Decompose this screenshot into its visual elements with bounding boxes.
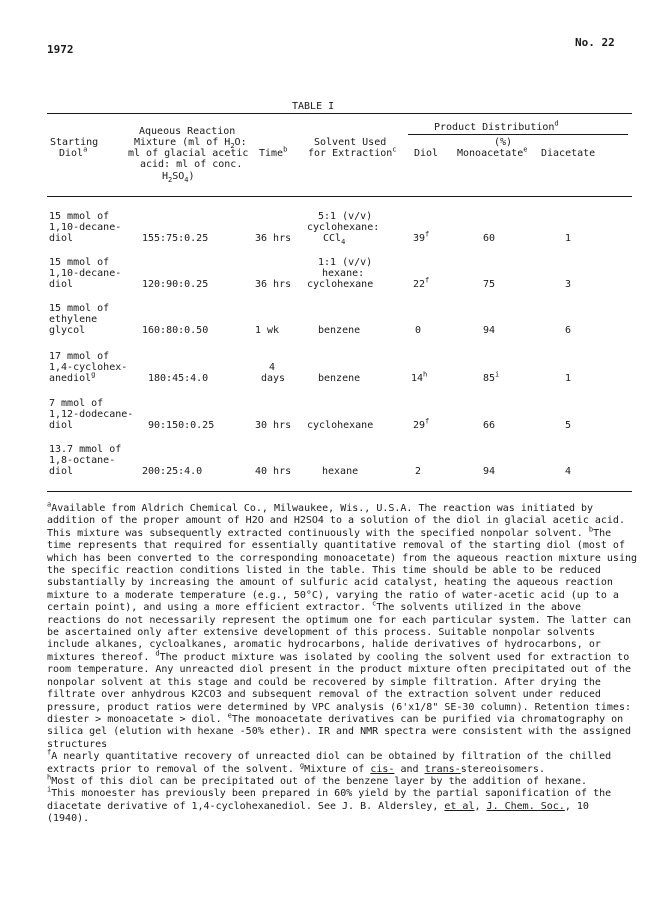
row6-solvent: hexane [322,466,359,477]
row6-mixture: 200:25:4.0 [142,466,203,477]
row4-di-pct: 1 [565,373,572,384]
table-top-rule [47,113,632,114]
row1-diol-1: 15 mmol of [49,211,110,222]
row5-mixture: 90:150:0.25 [148,420,215,431]
header-monoacetate: Monoacetate$^e$ [457,145,528,159]
row1-di-pct: 1 [565,233,572,244]
row3-diol-pct: 0 [415,325,422,336]
row3-solvent: benzene [318,325,361,336]
row3-diol-1: 15 mmol of [49,303,110,314]
row6-diol-1: 13.7 mmol of [49,444,122,455]
row4-time-1: 4 [269,362,276,373]
row2-solvent-2: hexane: [322,268,365,279]
row1-mono-pct: 60 [483,233,496,244]
footnote-h: $^h$Most of this diol can be precipitated out of the benzene layer by the addition of hexane. [47,773,588,787]
row1-mixture: 155:75:0.25 [142,233,209,244]
table-title: TABLE I [292,101,335,112]
row5-diol-pct: 29$^f$ [413,417,430,431]
row5-diol-2: 1,12-dodecane- [49,409,134,420]
row6-diol-3: diol [49,466,74,477]
row5-solvent: cyclohexane [307,420,374,431]
row2-diol-pct: 22$^f$ [413,276,430,290]
table-bottom-rule [47,491,632,492]
row2-mono-pct: 75 [483,279,496,290]
issue-number: No. 22 [575,36,615,49]
footnote-i: $^i$This monoester has previously been prepared in 60% yield by the partial saponification of the diacetate derivative of 1,4-cyclohexanediol. See J. B. Aldersley, et al, J. Chem. Soc., 10 (1940). [47,786,612,825]
row5-diol-1: 7 mmol of [49,398,104,409]
row2-di-pct: 3 [565,279,572,290]
row1-diol-2: 1,10-decane- [49,222,122,233]
header-reaction-4: acid: ml of conc. [140,159,243,170]
row1-time: 36 hrs [255,233,292,244]
row5-mono-pct: 66 [483,420,496,431]
header-solvent-1: Solvent Used [314,137,387,148]
header-reaction-2: Mixture (ml of $H_2O$: [134,137,247,150]
row5-di-pct: 5 [565,420,572,431]
row6-time: 40 hrs [255,466,292,477]
header-diacetate: Diacetate [541,148,596,159]
row4-solvent: benzene [318,373,361,384]
row1-solvent-3: CCl$_4$ [323,233,346,246]
row1-diol-3: diol [49,233,74,244]
row4-mono-pct: 85$^i$ [483,370,500,384]
row4-mixture: 180:45:4.0 [148,373,209,384]
header-time: Time$^b$ [259,145,288,159]
row4-diol-1: 17 mmol of [49,351,110,362]
row4-diol-2: 1,4-cyclohex- [49,362,128,373]
row2-diol-2: 1,10-decane- [49,268,122,279]
row3-diol-3: glycol [49,325,86,336]
row5-diol-3: diol [49,420,74,431]
row2-solvent-1: 1:1 (v/v) [318,257,373,268]
row1-solvent-2: cyclohexane: [307,222,380,233]
header-reaction-1: Aqueous Reaction [139,126,236,137]
header-starting: Starting [50,137,99,148]
row1-diol-pct: 39$^f$ [413,230,430,244]
header-percent: (%) [494,137,513,148]
row3-di-pct: 6 [565,325,572,336]
row3-diol-2: ethylene [49,314,98,325]
page-year: 1972 [47,43,74,56]
row2-diol-3: diol [49,279,74,290]
header-bottom-rule [47,196,632,197]
row3-mono-pct: 94 [483,325,496,336]
footnote-a: $^a$Available from Aldrich Chemical Co., Milwaukee, Wis., U.S.A. The reaction was initiated by addition of the proper amount of H2O and H2SO4 to a solution of the diol in glacial acetic acid. This mixture was subsequently extracted continuously with the specified nonpolar solvent. $^b$The time represents that required for essentially quantitative removal of the starting diol (most of which has been converted to the corresponding monoacetate) from the aqueous reaction mixture using the specific reaction conditions listed in the table. This time should be able to be reduced substantially by increasing the amount of sulfuric acid catalyst, heating the aqueous reaction mixture to a moderate temperature (e.g., 50°C), varying the ratio of water-acetic acid (up to a certain point), and using a more efficient extractor. $^c$The solvents utilized in the above reactions do not necessarily represent the optimum one for each particular system. The latter can be ascertained only after extensive development of this process. Suitable nonpolar solvents include alkanes, cycloalkanes, aromatic hydrocarbons, halide derivatives of hydrocarbons, or mixtures thereof. $^d$The product mixture was isolated by cooling the solvent used for extraction to room temperature. Any unreacted diol present in the product mixture often precipitated out of the nonpolar solvent at this stage and could be recovered by simple filtration. After drying the filtrate over anhydrous K2CO3 and subsequent removal of the extraction solvent under reduced pressure, product ratios were determined by VPC analysis (6'x1/8" SE-30 column). Retention times: diester > monoacetate > diol. $^e$The monoacetate derivatives can be purified via chromatography on silica gel (elution with hexane -50% ether). IR and NMR spectra were consistent with the assigned structures [47,500,638,750]
row6-diol-2: 1,8-octane- [49,455,116,466]
row4-time-2: days [261,373,286,384]
product-group-rule [408,134,628,135]
row2-mixture: 120:90:0.25 [142,279,209,290]
row2-diol-1: 15 mmol of [49,257,110,268]
header-diol-label: Diol$^a$ [59,145,88,159]
row6-mono-pct: 94 [483,466,496,477]
footnotes [47,500,638,826]
row3-mixture: 160:80:0.50 [142,325,209,336]
row5-time: 30 hrs [255,420,292,431]
row2-solvent-3: cyclohexane [307,279,374,290]
header-diol-pct: Diol [414,148,439,159]
header-solvent-2: for Extraction$^c$ [308,145,397,159]
footnote-f: $^f$A nearly quantitative recovery of unreacted diol can be obtained by filtration of the chilled extracts prior to removal of the solvent. $^g$Mixture of cis- and trans-stereoisomers. [47,748,612,775]
row6-di-pct: 4 [565,466,572,477]
header-product-distribution: Product Distribution$^d$ [434,119,559,133]
header-reaction-5: $H_2SO_4$) [162,171,195,184]
header-reaction-3: ml of glacial acetic [128,148,249,159]
row2-time: 36 hrs [255,279,292,290]
row4-diol-3: anediol$^g$ [49,370,96,384]
row3-time: 1 wk [255,325,280,336]
row1-solvent-1: 5:1 (v/v) [318,211,373,222]
row6-diol-pct: 2 [415,466,422,477]
row4-diol-pct: 14$^h$ [411,370,428,384]
